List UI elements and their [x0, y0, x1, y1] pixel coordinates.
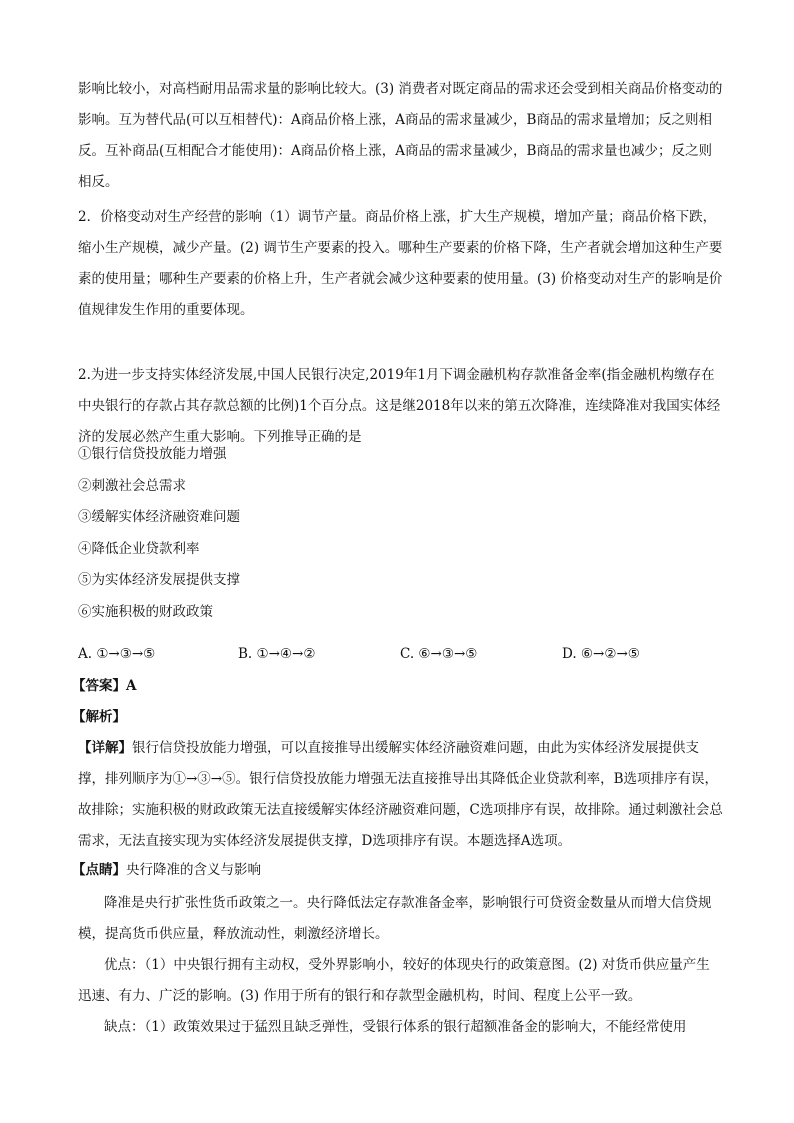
statement-item-2: ②刺激社会总需求	[78, 477, 186, 494]
detail-label: 【详解】	[78, 740, 132, 756]
statement-item-3: ③缓解实体经济融资难问题	[78, 509, 240, 525]
detail-text: 银行信贷投放能力增强，可以直接推导出缓解实体经济融资难问题，由此为实体经济发展提供支撑，排列顺序为①→③→⑤。银行信贷投放能力增强无法直接推导出其降低企业贷款利率，B选项排序有误，故排除；实施积极的财政政策无法直接缓解实体经济融资难问题，C选项排序有误，故排除。通过刺激社会总需求，无法直接实现为实体经济发展提供支撑，D选项排序有误。本题选择A选项。	[78, 740, 723, 849]
statement-item-4: ④降低企业贷款利率	[78, 540, 200, 557]
detailed-explanation	[78, 733, 723, 857]
choice-d: D. ⑥→②→⑤	[562, 646, 640, 662]
paragraph-advantages: 优点：（1）中央银行拥有主动权，受外界影响小，较好的体现央行的政策意图。(2) 对货币供应量产生迅速、有力、广泛的影响。(3) 作用于所有的银行和存款型金融机构，时间、程度上公平一致。	[78, 957, 710, 1004]
key-point-title: 央行降准的含义与影响	[126, 862, 261, 878]
answer-choices	[78, 641, 723, 667]
paragraph-rrr-definition: 降准是央行扩张性货币政策之一。央行降低法定存款准备金率，影响银行可贷资金数量从而增大信贷规模，提高货币供应量，释放流动性，刺激经济增长。	[78, 895, 712, 942]
paragraph-demand-effects: 影响比较小，对高档耐用品需求量的影响比较大。(3) 消费者对既定商品的需求还会受到相关商品价格变动的影响。互为替代品(可以互相替代)：A商品价格上涨，A商品的需求量减少，B商品的需求量增加；反之则相反。互补商品(互相配合才能使用)：A商品价格上涨，A商品的需求量减少，B商品的需求量也减少；反之则相反。	[78, 81, 723, 190]
paragraph-disadvantages: 缺点：（1）政策效果过于猛烈且缺乏弹性，受银行体系的银行超额准备金的影响大，不能经常使用	[104, 1019, 687, 1035]
analysis-label: 【解析】	[72, 709, 126, 725]
choice-c: C. ⑥→③→⑤	[400, 646, 478, 662]
statement-list	[78, 439, 240, 628]
statement-item-6: ⑥实施积极的财政政策	[78, 603, 213, 620]
question-stem: 2.为进一步支持实体经济发展,中国人民银行决定,2019年1月下调金融机构存款准备金率(指金融机构缴存在中央银行的存款占其存款总额的比例)1个百分点。这是继2018年以来的第五次降准，连续降准对我国实体经济的发展必然产生重大影响。下列推导正确的是	[78, 367, 721, 445]
answer-label: 【答案】A	[72, 678, 137, 694]
key-point-label: 【点睛】	[72, 862, 126, 878]
choice-a: A. ①→③→⑤	[78, 646, 156, 662]
statement-item-1: ①银行信贷投放能力增强	[78, 446, 227, 462]
choice-b: B. ①→④→②	[238, 646, 316, 662]
paragraph-production-effects: 2．价格变动对生产经营的影响（1）调节产量。商品价格上涨，扩大生产规模，增加产量；商品价格下跌，缩小生产规模，减少产量。(2) 调节生产要素的投入。哪种生产要素的价格下降，生产者就会增加这种生产要素的使用量；哪种生产要素的价格上升，生产者就会减少这种要素的使用量。(3) 价格变动对生产的影响是价值规律发生作用的重要体现。	[78, 209, 723, 318]
key-point-heading	[72, 857, 261, 883]
statement-item-5: ⑤为实体经济发展提供支撑	[78, 572, 240, 588]
